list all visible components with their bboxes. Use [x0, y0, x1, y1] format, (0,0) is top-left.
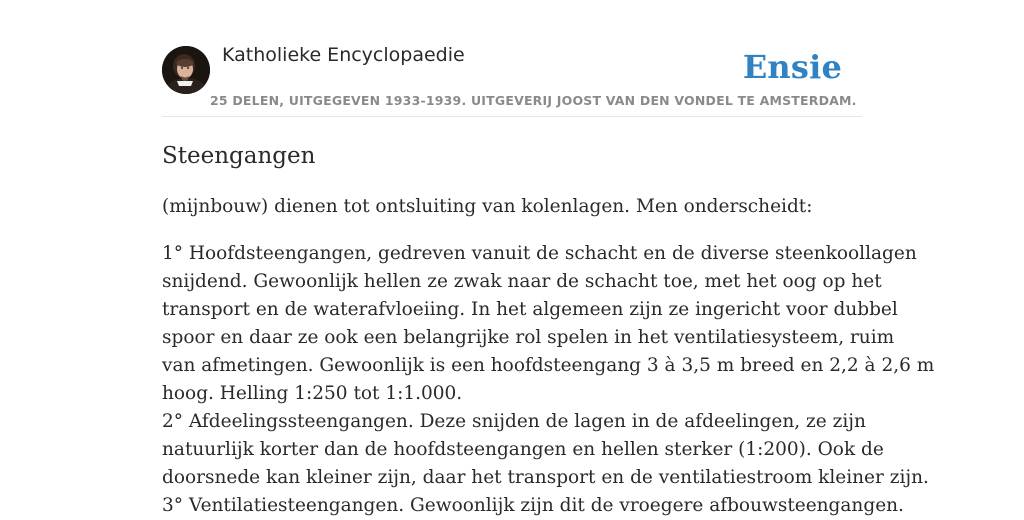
portrait-icon [162, 46, 210, 94]
body-line: natuurlijk korter dan de hoofdsteengangen en hellen sterker (1:200). Ook de [162, 439, 884, 460]
body-line: hoog. Helling 1:250 tot 1:1.000. [162, 383, 463, 404]
body-line: spoor en daar ze ook een belangrijke rol spelen in het ventilatiesysteem, ruim [162, 327, 895, 348]
body-line: van afmetingen. Gewoonlijk is een hoofdsteengang 3 à 3,5 m breed en 2,2 à 2,6 m [162, 355, 935, 376]
body-line: 3° Ventilatiesteengangen. Gewoonlijk zijn dit de vroegere afbouwsteengangen. [162, 495, 904, 516]
body-line: 1° Hoofdsteengangen, gedreven vanuit de schacht en de diverse steenkoollagen [162, 243, 917, 264]
brand-logo-link[interactable]: Ensie [742, 48, 842, 86]
source-header [162, 0, 862, 117]
source-title: Katholieke Encyclopaedie [222, 44, 465, 66]
body-line: doorsnede kan kleiner zijn, daar het transport en de ventilatiestroom kleiner zijn. [162, 467, 929, 488]
body-line: transport en de waterafvloeiing. In het algemeen zijn ze ingericht voor dubbel [162, 299, 898, 320]
body-line: 2° Afdeelingssteengangen. Deze snijden de lagen in de afdeelingen, ze zijn [162, 411, 866, 432]
page [162, 0, 935, 520]
article-intro: (mijnbouw) dienen tot ontsluiting van kolenlagen. Men onderscheidt: [162, 196, 813, 217]
body-line: snijdend. Gewoonlijk hellen ze zwak naar de schacht toe, met het oog op het [162, 271, 882, 292]
source-subtitle: 25 DELEN, UITGEGEVEN 1933-1939. UITGEVERIJ JOOST VAN DEN VONDEL TE AMSTERDAM. [210, 93, 857, 108]
article-body [162, 240, 935, 520]
article-title: Steengangen [162, 143, 316, 169]
